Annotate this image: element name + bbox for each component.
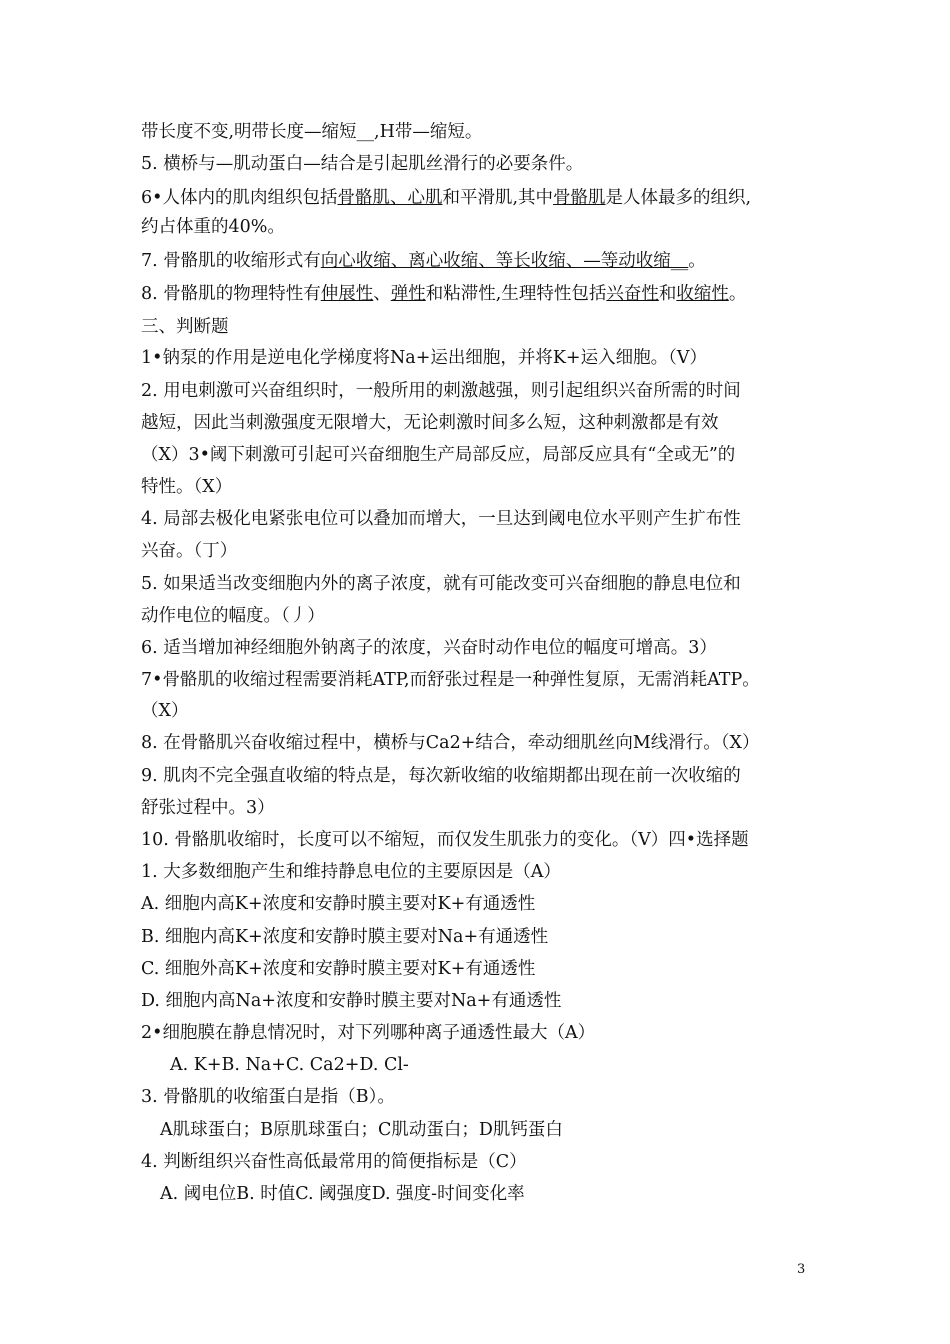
text-segment: A. K+B. Na+C. Ca2+D. Cl- [170,1055,409,1075]
text-line [141,153,821,175]
text-line [141,669,821,691]
text-line [141,893,821,915]
text-line [141,412,821,434]
text-segment: 和 [658,284,677,304]
text-line [141,476,821,498]
underlined-answer: 收缩性 [676,284,729,304]
text-segment: 9. 肌肉不完全强直收缩的特点是，每次新收缩的收缩期都出现在前一次收缩的 [141,766,741,786]
text-segment: 。 [688,251,706,271]
text-line [160,1183,840,1205]
text-line [141,187,821,209]
underlined-answer: 兴奋性 [606,284,659,304]
text-segment: C. 细胞外高K+浓度和安静时膜主要对K+有通透性 [141,959,536,979]
text-line [141,797,821,819]
text-line [141,605,821,627]
text-line [141,316,821,338]
text-line [160,1119,840,1141]
text-line [141,216,821,238]
text-line [141,958,821,980]
page-number: 3 [797,1262,806,1277]
text-line [141,990,821,1012]
text-line [141,637,821,659]
text-line [141,861,821,883]
text-segment: 4. 局部去极化电紧张电位可以叠加而增大，一旦达到阈电位水平则产生扩布性 [141,509,741,529]
text-line [141,829,821,851]
text-line [170,1054,850,1076]
underlined-answer: 骨骼肌 [553,188,606,208]
text-segment: 2•细胞膜在静息情况时，对下列哪种离子通透性最大（A） [141,1023,596,1043]
text-segment: B. 细胞内高K+浓度和安静时膜主要对Na+有通透性 [141,927,549,947]
text-line [141,765,821,787]
text-line [141,1086,821,1108]
text-segment: （X）3•阈下刺激可引起可兴奋细胞生产局部反应，局部反应具有“全或无”的 [141,445,736,465]
text-segment: 。 [728,284,747,304]
text-segment: 舒张过程中。3） [141,798,275,818]
text-segment: 三、判断题 [141,317,229,337]
text-line [141,1022,821,1044]
text-segment: 1. 大多数细胞产生和维持静息电位的主要原因是（A） [141,862,561,882]
underlined-answer: 弹性 [390,284,426,304]
text-segment: 约占体重的40%。 [141,217,285,237]
underlined-answer: 向心收缩、离心收缩、等长收缩、—等动收缩__ [320,251,689,271]
text-segment: 6. 适当增加神经细胞外钠离子的浓度，兴奋时动作电位的幅度可增高。3） [141,638,717,658]
text-segment: 7. 骨骼肌的收缩形式有 [141,251,321,271]
text-segment: A肌球蛋白；B原肌球蛋白；C肌动蛋白；D肌钙蛋白 [160,1120,563,1140]
text-segment: 2. 用电刺激可兴奋组织时，一般所用的刺激越强，则引起组织兴奋所需的时间 [141,381,741,401]
text-segment: 、 [373,284,391,304]
text-segment: 4. 判断组织兴奋性高低最常用的简便指标是（C） [141,1152,527,1172]
text-segment: 越短，因此当刺激强度无限增大，无论刺激时间多么短，这种刺激都是有效 [141,413,719,433]
underlined-answer: 伸展性 [320,284,374,304]
text-segment: 兴奋。（丁） [141,541,238,561]
text-segment: 8. 在骨骼肌兴奋收缩过程中，横桥与Ca2+结合，牵动细肌丝向M线滑行。（X） [141,733,760,753]
underlined-answer: 骨骼肌、心肌 [337,188,443,208]
text-line [141,380,821,402]
text-segment: 动作电位的幅度。（丿） [141,606,325,626]
text-segment: 带长度不变,明带长度—缩短__,H带—缩短。 [141,122,483,142]
text-segment: 1•钠泵的作用是逆电化学梯度将Na+运出细胞，并将K+运入细胞。（V） [141,348,707,368]
text-line [141,508,821,530]
text-segment: 6•人体内的肌肉组织包括 [141,188,338,208]
text-segment: 10. 骨骼肌收缩时，长度可以不缩短，而仅发生肌张力的变化。（V）四•选择题 [141,830,749,850]
text-line [141,347,821,369]
text-line [141,283,821,305]
text-line [141,732,821,754]
text-line [141,444,821,466]
text-segment: A. 阈电位B. 时值C. 阈强度D. 强度-时间变化率 [160,1184,525,1204]
text-segment: D. 细胞内高Na+浓度和安静时膜主要对Na+有通透性 [141,991,562,1011]
text-line [141,1151,821,1173]
text-segment: 和粘滞性,生理特性包括 [425,284,607,304]
text-line [141,540,821,562]
text-segment: A. 细胞内高K+浓度和安静时膜主要对K+有通透性 [141,894,536,914]
text-line [141,700,821,722]
text-segment: 7•骨骼肌的收缩过程需要消耗ATP,而舒张过程是一种弹性复原，无需消耗ATP。 [141,670,760,690]
text-segment: （X） [141,701,189,721]
text-segment: 特性。（X） [141,477,233,497]
text-line [141,250,821,272]
text-segment: 是人体最多的组织, [605,188,752,208]
text-line [141,573,821,595]
text-segment: 3. 骨骼肌的收缩蛋白是指（B）。 [141,1087,395,1107]
text-segment: 5. 如果适当改变细胞内外的离子浓度，就有可能改变可兴奋细胞的静息电位和 [141,574,741,594]
text-line [141,121,821,143]
text-segment: 8. 骨骼肌的物理特性有 [141,284,321,304]
text-segment: 和平滑肌,其中 [442,188,554,208]
text-segment: 5. 横桥与—肌动蛋白—结合是引起肌丝滑行的必要条件。 [141,154,584,174]
text-line [141,926,821,948]
